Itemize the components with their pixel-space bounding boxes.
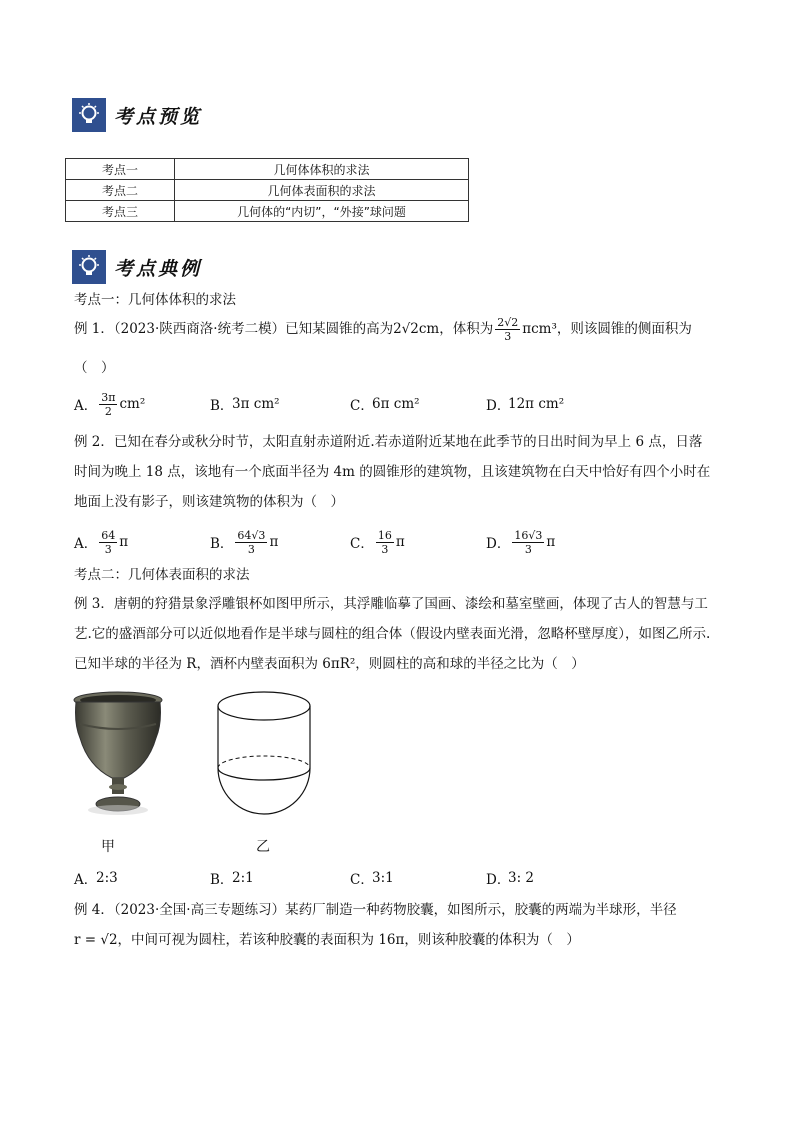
lightbulb-icon [72,250,106,284]
option-a[interactable]: A． $\frac{3\pi}{2}$ cm² [74,390,146,418]
topic-value: 几何体的“内切”，“外接”球问题 [175,201,469,222]
option-b-text: 3π cm² [232,396,280,412]
example-4-line-1: 例 4．（2023·全国·高三专题练习）某药厂制造一种药物胶囊，如图所示，胶囊的两端为半球形，半径 [74,902,677,918]
option-a[interactable]: A． $\frac{64}{3}$ π [74,528,129,556]
section-header-examples [72,250,202,284]
example-1-paren: （ ） [74,360,115,376]
example-2-line-1: 例 2．已知在春分或秋分时节，太阳直射赤道附近.若赤道附近某地在此季节的日出时间为早上 6 点，日落 [74,434,703,450]
example-2-options [74,528,774,556]
height-value: 2√2cm [393,321,440,337]
topic-value: 几何体体积的求法 [175,159,469,180]
option-d-text: 3: 2 [508,870,535,886]
topic-heading-1: 考点一：几何体体积的求法 [74,292,236,308]
example-3-line-2: 艺.它的盛酒部分可以近似地看作是半球与圆柱的组合体（假设内壁表面光滑，忽略杯壁厚度），如图乙所示. [74,626,711,642]
example-3-line-1: 例 3．唐朝的狩猎景象浮雕银杯如图甲所示，其浮雕临摹了国画、漆绘和墓室壁画，体现了古人的智慧与工 [74,596,708,612]
table-row [66,201,469,222]
topic-table [65,158,469,222]
topic-heading-2: 考点二：几何体表面积的求法 [74,567,250,583]
option-d[interactable]: D． $\frac{16√3}{3}$ π [486,528,556,556]
figure-label-b: 乙 [256,839,270,855]
example-1-stem: 例 1．（2023·陕西商洛·统考二模）已知某圆锥的高为2√2cm，体积为 $\frac{2√2}{3}$ πcm³，则该圆锥的侧面积为 [74,316,692,343]
cylinder-hemisphere-diagram [214,688,314,820]
topic-key: 考点三 [66,201,175,222]
silver-cup-image [72,690,164,820]
example-2-line-3: 地面上没有影子，则该建筑物的体积为（ ） [74,494,344,510]
section-header-preview [72,98,202,132]
option-b-text: 2:1 [232,870,254,886]
option-c[interactable]: C． [350,872,374,888]
option-c-text: 3:1 [372,870,394,886]
section-title-examples: 考点典例 [114,257,203,280]
option-a-text: 2:3 [96,870,118,886]
table-row [66,180,469,201]
example-3-line-3: 已知半球的半径为 R，酒杯内壁表面积为 6πR²，则圆柱的高和球的半径之比为（ ） [74,656,585,672]
figure-label-a: 甲 [101,839,115,855]
option-d-text: 12π cm² [508,396,565,412]
option-d[interactable]: D． [486,872,511,888]
option-d[interactable]: D． [486,398,511,414]
option-b[interactable]: B． $\frac{64√3}{3}$ π [210,528,279,556]
topic-value: 几何体表面积的求法 [175,180,469,201]
table-row [66,159,469,180]
option-a[interactable]: A． [74,872,98,888]
option-c-text: 6π cm² [372,396,420,412]
topic-key: 考点一 [66,159,175,180]
lightbulb-icon [72,98,106,132]
example-3-options [74,864,774,892]
option-c[interactable]: C． $\frac{16}{3}$ π [350,528,405,556]
option-b[interactable]: B． [210,398,234,414]
example-1-options [74,390,774,418]
topic-key: 考点二 [66,180,175,201]
example-2-line-2: 时间为晚上 18 点，该地有一个底面半径为 4m 的圆锥形的建筑物，且该建筑物在白天中恰好有四个小时在 [74,464,711,480]
option-c[interactable]: C． [350,398,374,414]
example-4-line-2: r = √2，中间可视为圆柱，若该种胶囊的表面积为 16π，则该种胶囊的体积为（ ） [74,932,580,948]
option-b[interactable]: B． [210,872,234,888]
section-title-preview: 考点预览 [114,105,203,128]
volume-fraction: $\frac{2√2}{3}$ [497,316,519,343]
